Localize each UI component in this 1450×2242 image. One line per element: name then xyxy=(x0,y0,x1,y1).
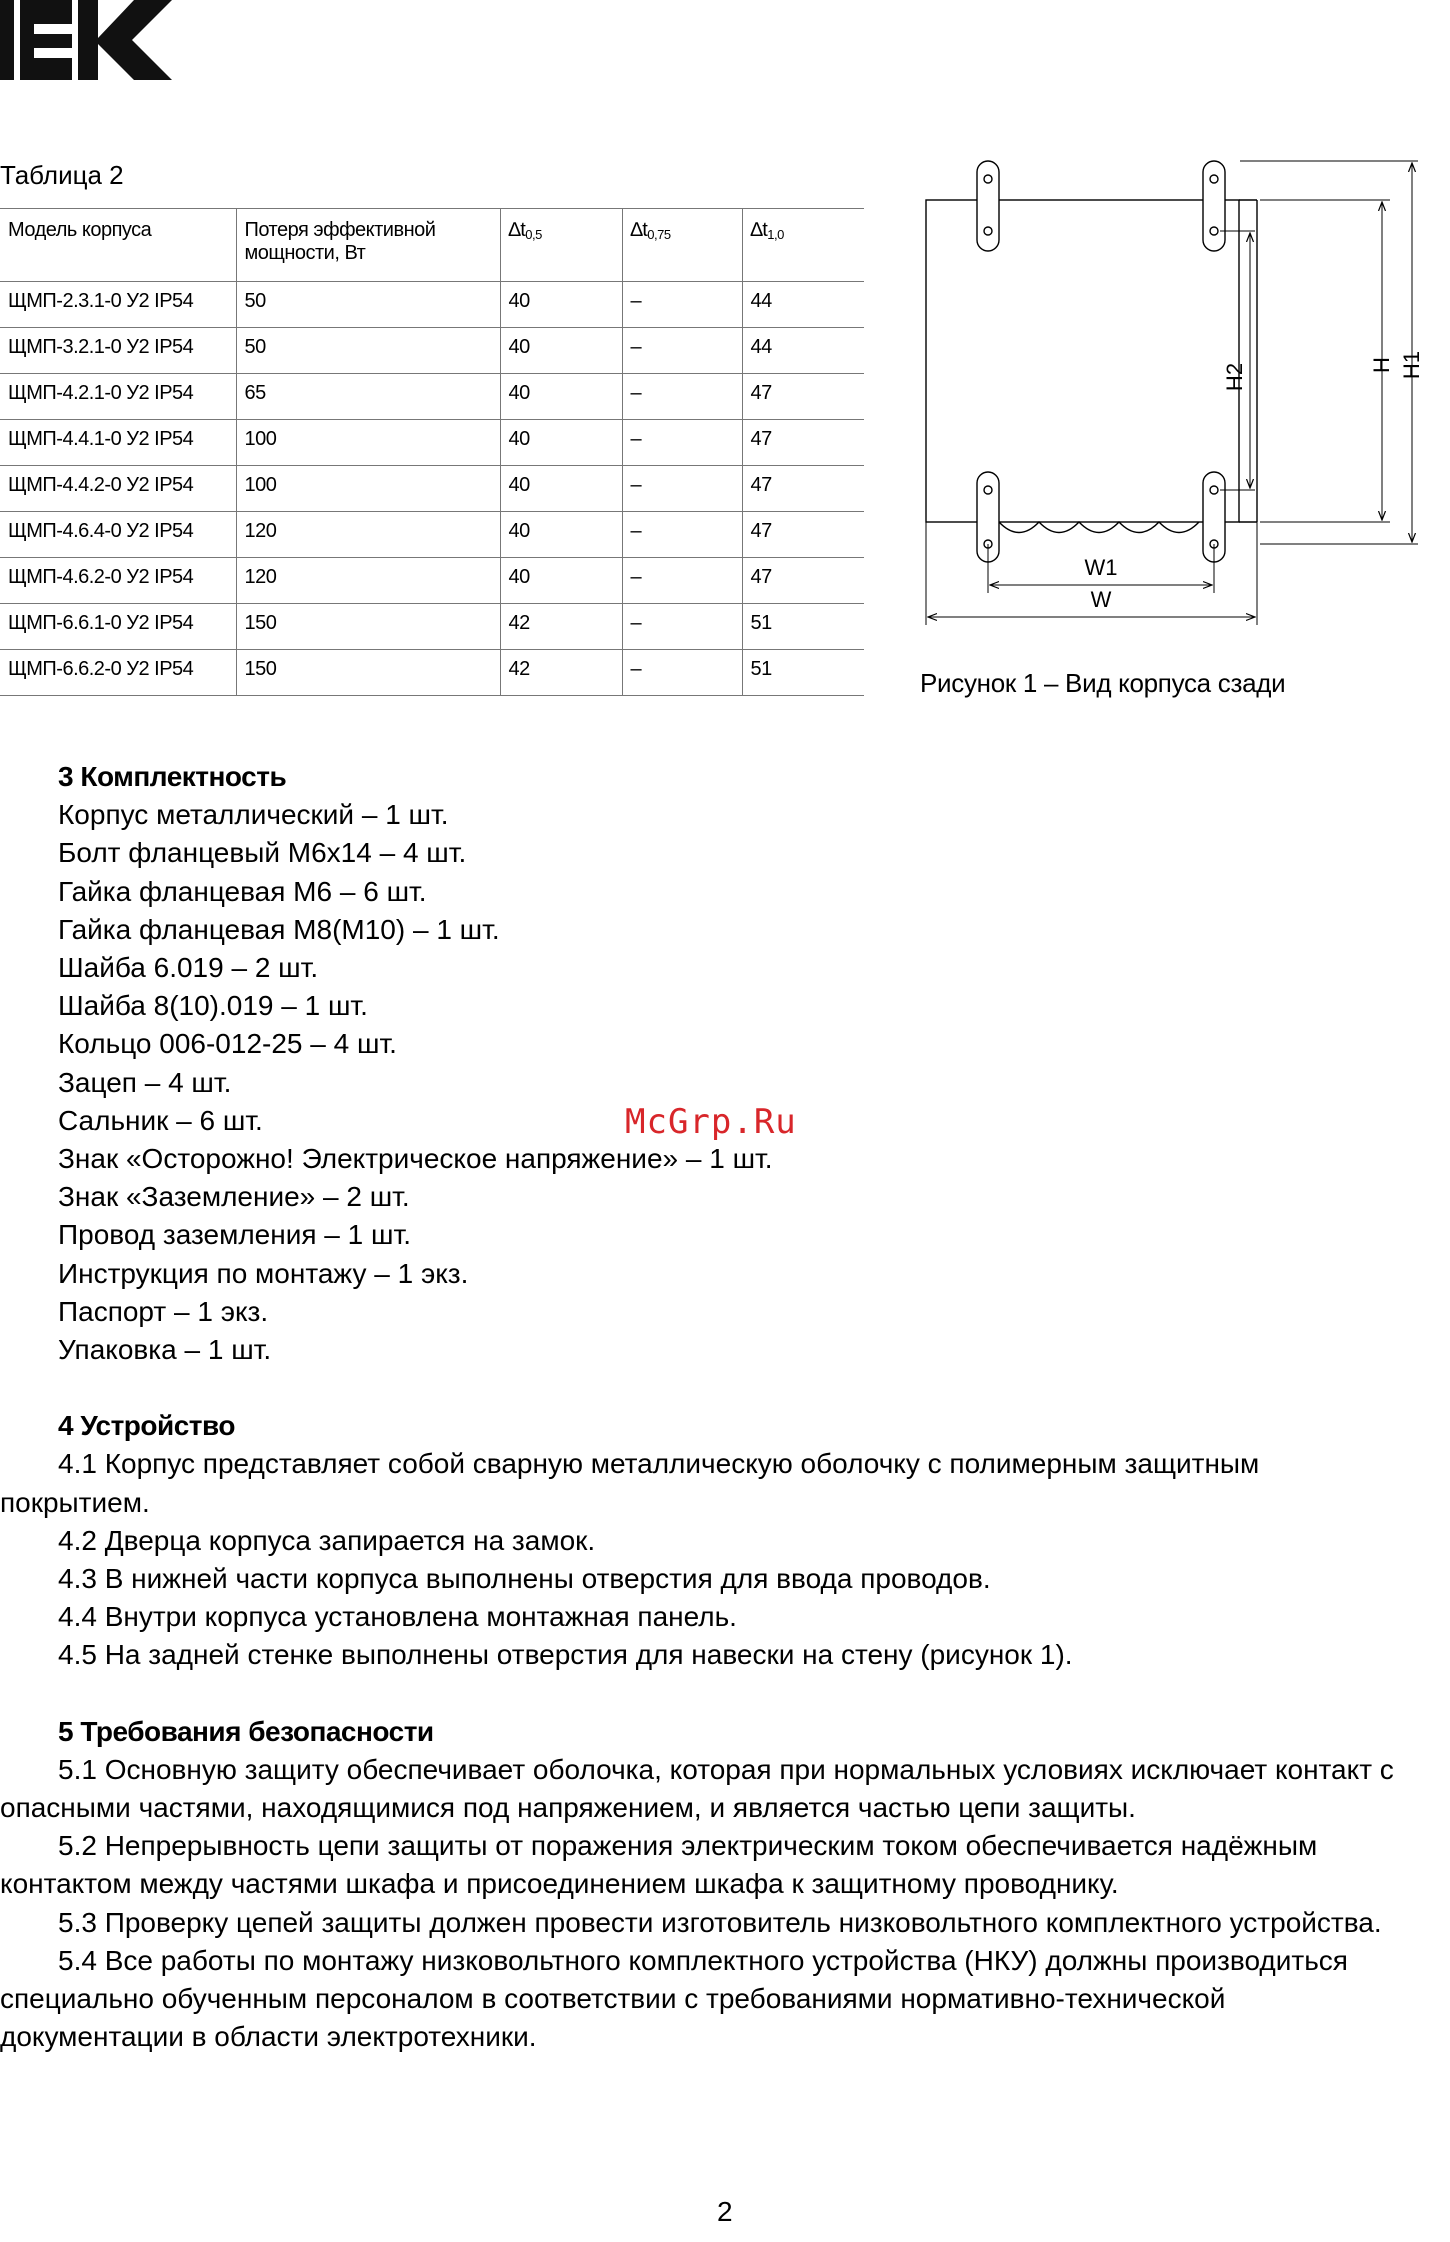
label-h1: H1 xyxy=(1399,350,1424,380)
cell-model: ЩМП-6.6.1-0 У2 IP54 xyxy=(0,604,236,650)
paragraph: 4.3 В нижней части корпуса выполнены отверстия для ввода проводов. xyxy=(58,1563,991,1595)
label-w1: W1 xyxy=(1084,555,1118,580)
housing-outline xyxy=(926,200,1239,522)
cell-model: ЩМП-6.6.2-0 У2 IP54 xyxy=(0,650,236,696)
iek-logo xyxy=(0,0,172,80)
section-5-title: 5 Требования безопасности xyxy=(58,1715,434,1747)
cell-model: ЩМП-4.6.4-0 У2 IP54 xyxy=(0,512,236,558)
list-item: Знак «Заземление» – 2 шт. xyxy=(58,1181,410,1213)
cell-model: ЩМП-3.2.1-0 У2 IP54 xyxy=(0,328,236,374)
section-3-title: 3 Комплектность xyxy=(58,761,287,792)
cell-dt075: – xyxy=(622,558,742,604)
list-item: Паспорт – 1 экз. xyxy=(58,1295,269,1327)
completeness-list xyxy=(0,796,1400,1369)
cell-dt05: 40 xyxy=(500,282,622,328)
watermark: McGrp.Ru xyxy=(625,1102,797,1142)
paragraph: 5.3 Проверку цепей защиты должен провести изготовитель низковольтного комплектного устройства. xyxy=(58,1906,1382,1938)
cell-dt075: – xyxy=(622,650,742,696)
table-row xyxy=(0,650,864,696)
cell-dt075: – xyxy=(622,328,742,374)
table-row xyxy=(0,466,864,512)
list-item: Корпус металлический – 1 шт. xyxy=(58,799,449,831)
cell-dt075: – xyxy=(622,466,742,512)
cell-dt075: – xyxy=(622,604,742,650)
cell-dt05: 40 xyxy=(500,512,622,558)
list-item: Гайка фланцевая М6 – 6 шт. xyxy=(58,875,427,907)
list-item: Шайба 8(10).019 – 1 шт. xyxy=(58,990,368,1022)
cell-dt05: 42 xyxy=(500,650,622,696)
cell-dt075: – xyxy=(622,420,742,466)
cell-model: ЩМП-4.2.1-0 У2 IP54 xyxy=(0,374,236,420)
header-dt05: $\Delta t_{0,5}$ xyxy=(500,209,622,282)
list-item: Знак «Осторожно! Электрическое напряжение» – 1 шт. xyxy=(58,1143,773,1175)
cell-dt075: – xyxy=(622,374,742,420)
cell-power: 100 xyxy=(236,466,500,512)
list-item: Провод заземления – 1 шт. xyxy=(58,1219,411,1251)
table-row xyxy=(0,374,864,420)
cell-model: ЩМП-4.4.1-0 У2 IP54 xyxy=(0,420,236,466)
list-item: Болт фланцевый М6х14 – 4 шт. xyxy=(58,837,467,869)
figure-caption: Рисунок 1 – Вид корпуса сзади xyxy=(920,668,1286,698)
cell-dt075: – xyxy=(622,512,742,558)
cell-dt05: 40 xyxy=(500,374,622,420)
cell-dt05: 42 xyxy=(500,604,622,650)
header-power: Потеря эффективной мощности, Вт xyxy=(236,209,500,282)
list-item: Упаковка – 1 шт. xyxy=(58,1334,272,1366)
paragraph: 4.4 Внутри корпуса установлена монтажная панель. xyxy=(58,1601,737,1633)
cell-power: 150 xyxy=(236,650,500,696)
cell-dt10: 47 xyxy=(742,420,864,466)
page-number: 2 xyxy=(717,2196,733,2227)
cell-power: 120 xyxy=(236,512,500,558)
table-header-row xyxy=(0,209,864,282)
table-row xyxy=(0,604,864,650)
document-body xyxy=(0,758,1400,2057)
paragraph: 5.4 Все работы по монтажу низковольтного комплектного устройства (НКУ) должны производиться специально обученным персоналом в соответствии с требованиями нормативно-технической документации в области электротехники. xyxy=(0,1944,1348,2053)
cell-dt075: – xyxy=(622,282,742,328)
paragraph: 4.2 Дверца корпуса запирается на замок. xyxy=(58,1524,596,1556)
table-row xyxy=(0,282,864,328)
housing-table xyxy=(0,208,864,696)
cell-dt05: 40 xyxy=(500,466,622,512)
paragraph: 4.5 На задней стенке выполнены отверстия для навески на стену (рисунок 1). xyxy=(58,1639,1073,1671)
paragraph: 5.1 Основную защиту обеспечивает оболочка, которая при нормальных условиях исключает контакт с опасными частями, находящимися под напряжением, и является частью цепи защиты. xyxy=(0,1753,1394,1824)
cell-power: 100 xyxy=(236,420,500,466)
cell-model: ЩМП-2.3.1-0 У2 IP54 xyxy=(0,282,236,328)
cell-model: ЩМП-4.6.2-0 У2 IP54 xyxy=(0,558,236,604)
label-w: W xyxy=(1090,587,1112,612)
cell-dt05: 40 xyxy=(500,328,622,374)
label-h2: H2 xyxy=(1222,362,1247,392)
label-h: H xyxy=(1369,357,1394,373)
cell-dt10: 44 xyxy=(742,282,864,328)
cell-dt10: 47 xyxy=(742,374,864,420)
paragraph: 4.1 Корпус представляет собой сварную металлическую оболочку с полимерным защитным покрытием. xyxy=(0,1448,1260,1518)
cell-dt10: 44 xyxy=(742,328,864,374)
cell-power: 50 xyxy=(236,282,500,328)
header-dt075: $\Delta t_{0,75}$ xyxy=(622,209,742,282)
cell-power: 120 xyxy=(236,558,500,604)
header-dt10: $\Delta t_{1,0}$ xyxy=(742,209,864,282)
cell-dt10: 51 xyxy=(742,604,864,650)
table-caption: Таблица 2 xyxy=(0,160,124,190)
cell-power: 50 xyxy=(236,328,500,374)
housing-rear-view-drawing xyxy=(920,155,1440,635)
table-row xyxy=(0,328,864,374)
section-4-title: 4 Устройство xyxy=(58,1410,235,1442)
cable-glands xyxy=(999,522,1199,533)
list-item: Зацеп – 4 шт. xyxy=(58,1066,232,1098)
list-item: Сальник – 6 шт. xyxy=(58,1104,263,1136)
cell-dt10: 47 xyxy=(742,466,864,512)
table-row xyxy=(0,558,864,604)
cell-dt05: 40 xyxy=(500,558,622,604)
cell-dt10: 47 xyxy=(742,512,864,558)
cell-power: 65 xyxy=(236,374,500,420)
cell-model: ЩМП-4.4.2-0 У2 IP54 xyxy=(0,466,236,512)
list-item: Кольцо 006-012-25 – 4 шт. xyxy=(58,1028,397,1060)
cell-dt10: 47 xyxy=(742,558,864,604)
cell-dt05: 40 xyxy=(500,420,622,466)
list-item: Гайка фланцевая М8(М10) – 1 шт. xyxy=(58,913,500,945)
paragraph: 5.2 Непрерывность цепи защиты от поражения электрическим током обеспечивается надёжным контактом между частями шкафа и присоединением шкафа к защитному проводнику. xyxy=(0,1830,1318,1900)
cell-power: 150 xyxy=(236,604,500,650)
list-item: Шайба 6.019 – 2 шт. xyxy=(58,952,319,984)
list-item: Инструкция по монтажу – 1 экз. xyxy=(58,1257,469,1289)
header-model: Модель корпуса xyxy=(0,209,236,282)
table-row xyxy=(0,512,864,558)
cell-dt10: 51 xyxy=(742,650,864,696)
table-row xyxy=(0,420,864,466)
